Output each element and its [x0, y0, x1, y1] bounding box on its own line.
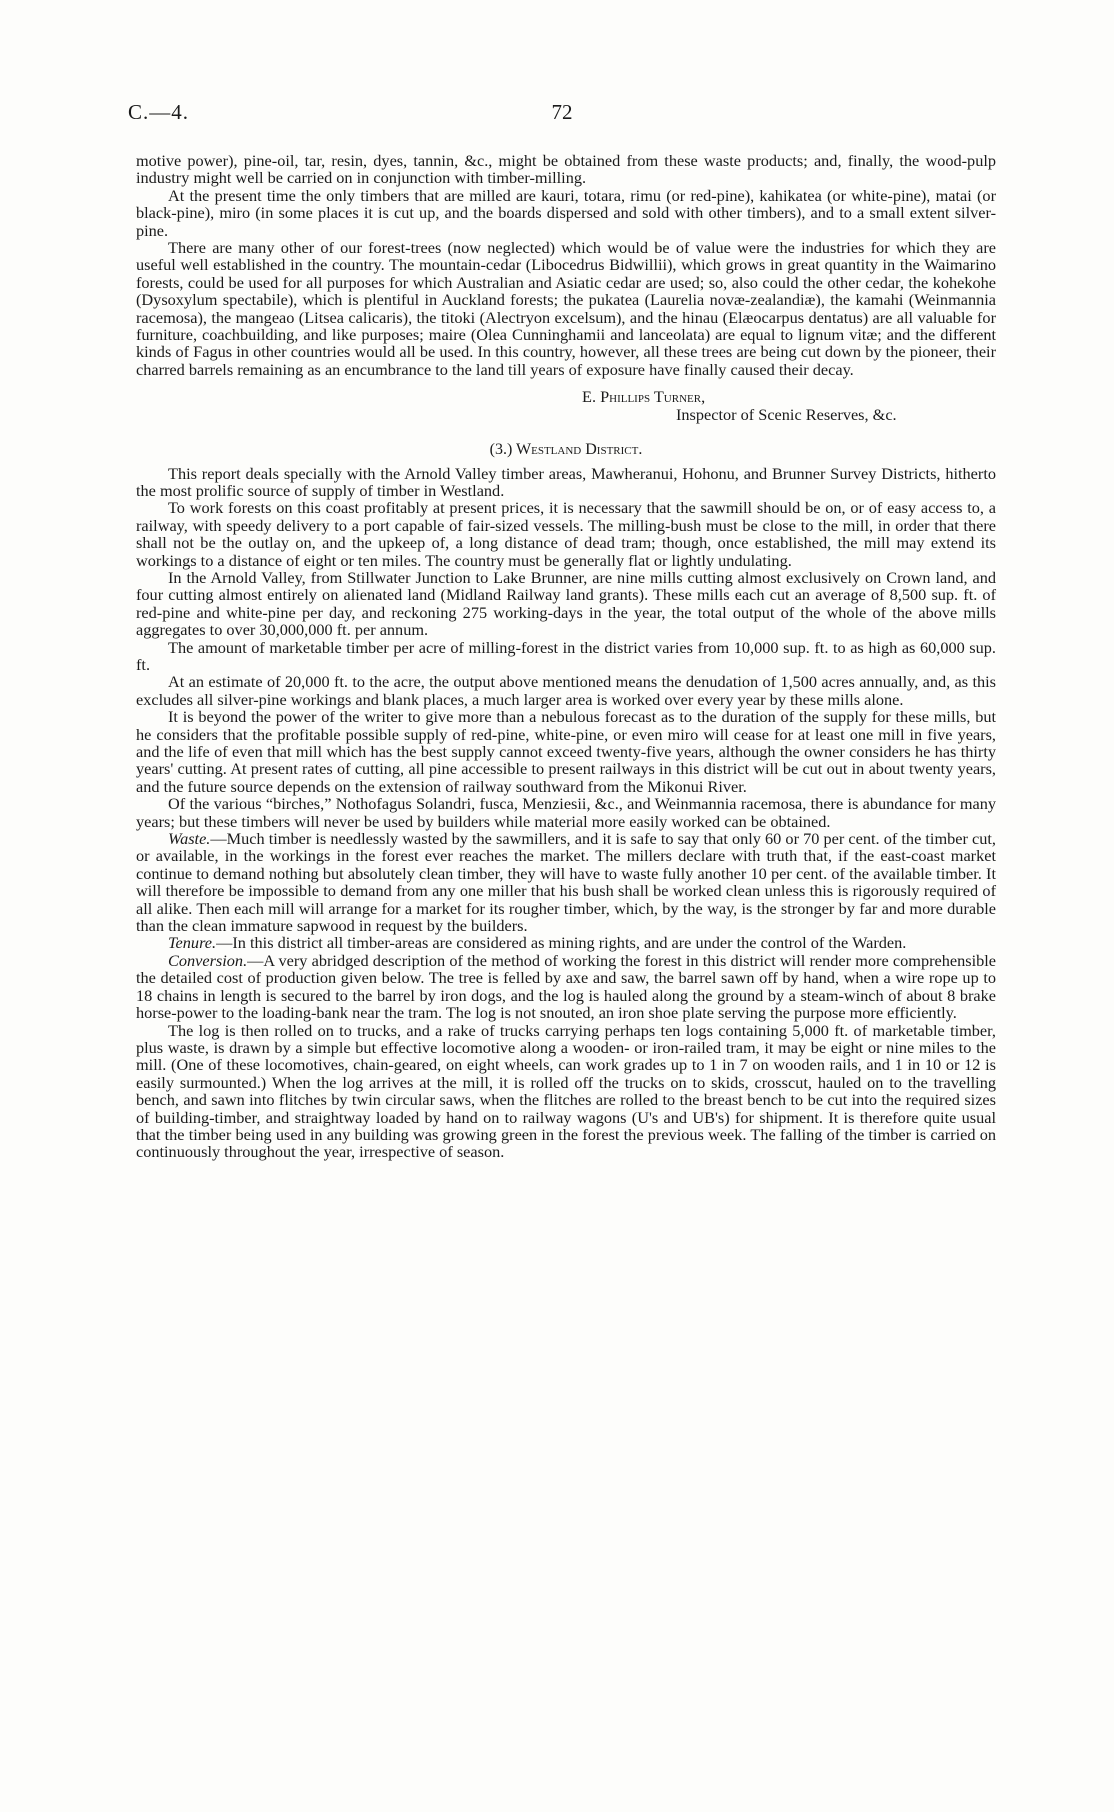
- paragraph: To work forests on this coast profitably at present prices, it is necessary that the sawmill should be on, or of easy access to, a railway, with speedy delivery to a port capable of fair-sized vessels. The milling-bush must be close to the mill, in order that there shall not be the outlay on, and the upkeep of, a long distance of dead tram; though, once established, the mill may extend its workings to a distance of eight or ten miles. The country must be generally flat or lightly undulating.: [136, 498, 996, 570]
- paragraph: There are many other of our forest-trees (now neglected) which would be of value were the industries for which they are useful well established in the country. The mountain-cedar (Libocedrus Bidwillii), which grows in great quantity in the Waimarino forests, could be used for all purposes for which Australian and Asiatic cedar are used; so, also could the other cedar, the kohekohe (Dysoxylum spectabile), which is plentiful in Auckland forests; the pukatea (Laurelia novæ-zealandiæ), the kamahi (Weinmannia racemosa), the mangeao (Litsea calicaris), the titoki (Alectryon excelsum), and the hinau (Elæocarpus dentatus) are all valuable for furniture, coachbuilding, and like purposes; maire (Olea Cunninghamii and lanceolata) are equal to lignum vitæ; and the different kinds of Fagus in other countries would all be used. In this country, however, all these trees are being cut down by the pioneer, their charred barrels remaining as an encumbrance to the land till years of exposure have finally caused their decay.: [136, 238, 996, 379]
- side-heading-waste: Waste.: [168, 829, 211, 849]
- paragraph-text: —Much timber is needlessly wasted by the sawmillers, and it is safe to say that only 60 or 70 per cent. of the timber cut, or available, in the workings in the forest ever reaches the market. The millers declare with truth that, if the east-coast market continue to demand nothing but absolutely clean timber, they will have to waste fully another 10 per cent. of the available timber. It will therefore be impossible to demand from any one miller that his bush shall be worked clean unless this is rigorously required of all alike. Then each mill will arrange for a market for its rougher timber, which, by the way, is the stronger by far and more durable than the clean immature sapwood in request by the builders.: [136, 829, 996, 936]
- signature-block: [136, 388, 996, 423]
- paragraph: Of the various “birches,” Nothofagus Solandri, fusca, Menziesii, &c., and Weinmannia racemosa, there is abundance for many years; but these timbers will never be used by builders while material more easily worked can be obtained.: [136, 794, 996, 831]
- section-heading: (3.) Westland District.: [489, 441, 643, 459]
- document-reference: C.—4.: [128, 100, 190, 124]
- paragraph: In the Arnold Valley, from Stillwater Junction to Lake Brunner, are nine mills cutting almost exclusively on Crown land, and four cutting almost entirely on alienated land (Midland Railway land grants). These mills each cut an average of 8,500 sup. ft. of red-pine and white-pine per day, and reckoning 275 working-days in the year, the total output of the whole of the above mills aggregates to over 30,000,000 ft. per annum.: [136, 567, 996, 640]
- document-body: [136, 152, 996, 1161]
- paragraph: motive power), pine-oil, tar, resin, dyes, tannin, &c., might be obtained from these waste products; and, finally, the wood-pulp industry might well be carried on in conjunction with timber-milling.: [136, 151, 996, 188]
- paragraph: At the present time the only timbers that are milled are kauri, totara, rimu (or red-pine), kahikatea (or white-pine), matai (or black-pine), miro (in some places it is cut up, and the boards dispersed and sold with other timbers), and to a small extent silver-pine.: [136, 185, 996, 240]
- paragraph: The amount of marketable timber per acre of milling-forest in the district varies from 10,000 sup. ft. to as high as 60,000 sup. ft.: [136, 637, 996, 674]
- paragraph-text: —In this district all timber-areas are considered as mining rights, and are under the control of the Warden.: [216, 933, 907, 953]
- paragraph: At an estimate of 20,000 ft. to the acre, the output above mentioned means the denudation of 1,500 acres annually, and, as this excludes all silver-pine workings and blank places, a much larger area is worked over every year by these mills alone.: [136, 672, 996, 709]
- paragraph-conversion: [136, 952, 996, 1022]
- signature-name: E. Phillips Turner,: [582, 387, 706, 407]
- paragraph-tenure: [136, 934, 996, 951]
- paragraph: This report deals specially with the Arnold Valley timber areas, Mawheranui, Hohonu, and Brunner Survey Districts, hitherto the most prolific source of supply of timber in Westland.: [136, 463, 996, 500]
- side-heading-conversion: Conversion.: [168, 950, 248, 970]
- paragraph-waste: [136, 830, 996, 934]
- paragraph-text: —A very abridged description of the method of working the forest in this district will render more comprehensible the detailed cost of production given below. The tree is felled by axe and saw, the barrel sawn off by hand, when a wire rope up to 18 chains in length is secured to the barrel by iron dogs, and the log is hauled along the ground by a steam-winch of about 8 brake horse-power to the loading-bank near the tram. The log is not snouted, an iron shoe plate serving the purpose more efficiently.: [136, 950, 996, 1023]
- page-header: [128, 100, 996, 130]
- paragraph: It is beyond the power of the writer to give more than a nebulous forecast as to the duration of the supply for these mills, but he considers that the profitable possible supply of red-pine, white-pine, or even miro will cease for at least one mill in five years, and the life of even that mill which has the best supply cannot exceed twenty-five years, although the owner considers he has thirty years' cutting. At present rates of cutting, all pine accessible to present railways in this district will be cut out in about twenty years, and the future source depends on the extension of railway southward from the Mikonui River.: [136, 707, 996, 796]
- signature-title: Inspector of Scenic Reserves, &c.: [676, 404, 897, 424]
- side-heading-tenure: Tenure.: [168, 933, 217, 953]
- page-number: 72: [551, 100, 573, 124]
- paragraph: The log is then rolled on to trucks, and a rake of trucks carrying perhaps ten logs containing 5,000 ft. of marketable timber, plus waste, is drawn by a simple but effective locomotive along a wooden- or iron-railed tram, it may be eight or nine miles to the mill. (One of these locomotives, chain-geared, on eight wheels, can work grades up to 1 in 7 on wooden rails, and 1 in 10 or 12 is easily surmounted.) When the log arrives at the mill, it is rolled off the trucks on to skids, crosscut, hauled on to the travelling bench, and sawn into flitches by twin circular saws, when the flitches are rolled to the breast bench to be cut into the required sizes of building-timber, and straightway loaded by hand on to railway wagons (U's and UB's) for shipment. It is therefore quite usual that the timber being used in any building was growing green in the forest the previous week. The falling of the timber is carried on continuously throughout the year, irrespective of season.: [136, 1020, 996, 1162]
